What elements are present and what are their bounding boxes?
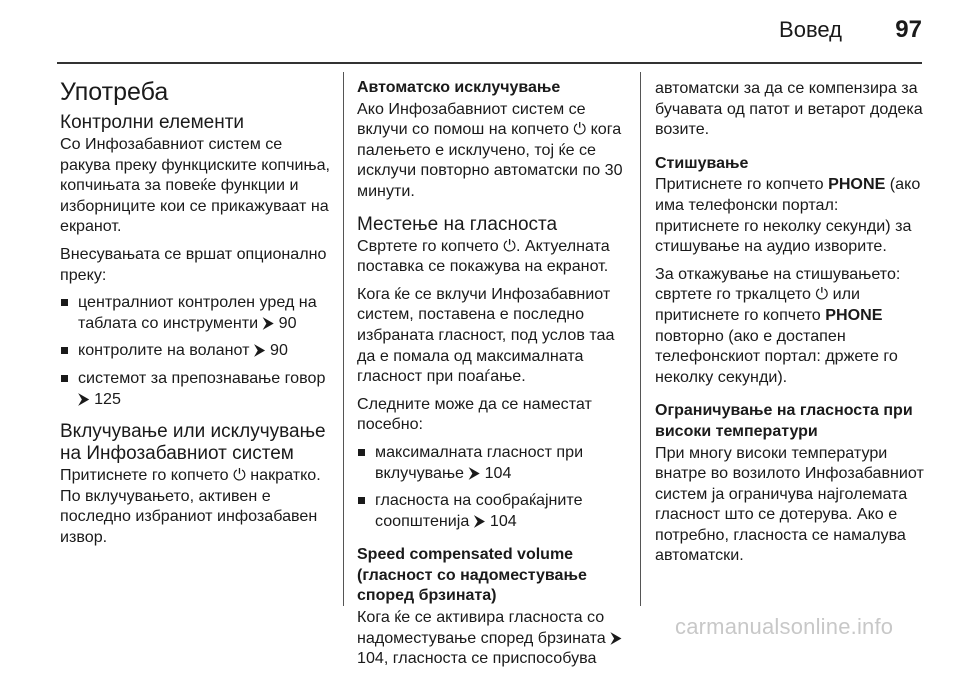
heading-mute: Стишување — [655, 154, 749, 172]
paragraph: Притиснете го копчето ⏻ накратко. По вклучувањето, активен е последно избраниот инфозабавен извор. — [60, 466, 321, 546]
phone-key: PHONE — [825, 305, 883, 324]
list-item: системот за препознавање говор ⮞ 125 — [60, 368, 332, 409]
heading-auto-off: Автоматско исклучување — [357, 79, 561, 96]
heading-power: Вклучување или исклучување на Инфозабавниот систем — [60, 421, 326, 465]
page-number: 97 — [895, 16, 922, 43]
paragraph — [655, 264, 927, 388]
paragraph: Следните може да се наместат посебно: — [357, 394, 592, 434]
section-title: Вовед — [779, 17, 842, 42]
phone-key: PHONE — [828, 175, 886, 194]
list-item: централниот контролен уред на таблата со инструменти ⮞ 90 — [60, 292, 332, 333]
paragraph: автоматски за да се компензира за бучавата од патот и ветарот додека возите. — [655, 79, 923, 139]
paragraph: При многу високи температури внатре во возилото Инфозабавниот систем ја ограничува најголемата гласност што се дотерува. Ако е потребно, гласноста се намалува автоматски. — [655, 443, 924, 565]
bullet-list — [357, 442, 629, 531]
text: повторно (ако е достапен телефонскиот портал: држете го неколку секунди). — [655, 326, 898, 386]
bullet-list — [60, 292, 332, 409]
column-divider-2 — [640, 72, 641, 606]
paragraph: Ако Инфозабавниот систем се вклучи со помош на копчето ⏻ кога палењето е исклучено, тој ќе се исклучи повторно автоматски по 30 минути. — [357, 99, 623, 200]
column-1 — [60, 78, 332, 555]
heading-volume: Местење на гласноста — [357, 213, 558, 235]
heading-controls: Контролни елементи — [60, 112, 245, 133]
column-2 — [357, 78, 629, 676]
paragraph: Свртете го копчето ⏻. Актуелната поставка се покажува на екранот. — [357, 236, 610, 276]
text: За откажување на стишувањето: свртете го тркалцето ⏻ или притиснете го копчето — [655, 264, 901, 324]
text: (ако има телефонски портал: притиснете го неколку секунди) за стишување на аудио изворите. — [655, 175, 921, 256]
chapter-title: Употреба — [60, 78, 169, 106]
header-divider — [57, 62, 922, 64]
paragraph — [655, 174, 927, 256]
page-header — [0, 0, 960, 60]
list-item: гласноста на сообраќајните соопштенија ⮞ 104 — [357, 490, 629, 531]
paragraph: Внесувањата се вршат опционално преку: — [60, 244, 327, 284]
heading-speed-volume: Speed compensated volume (гласност со надоместување според брзината) — [357, 546, 587, 605]
column-3 — [655, 78, 927, 573]
paragraph: Кога ќе се активира гласноста со надоместување според брзината ⮞ 104, гласноста се приспособува — [357, 608, 622, 668]
column-divider-1 — [343, 72, 344, 606]
watermark: carmanualsonline.info — [675, 614, 894, 639]
list-item: максималната гласност при вклучување ⮞ 104 — [357, 442, 629, 483]
paragraph: Со Инфозабавниот систем се ракува преку функциските копчиња, копчињата за повеќе функции и изборниците кои се прикажуваат на екранот. — [60, 135, 331, 236]
paragraph: Кога ќе се вклучи Инфозабавниот систем, поставена е последно избраната гласност, под услов таа да е помала од максималната гласност при поаѓање. — [357, 284, 615, 386]
text: Притиснете го копчето — [655, 175, 829, 194]
list-item: контролите на воланот ⮞ 90 — [60, 340, 332, 361]
heading-temp-limit: Ограничување на гласноста при високи температури — [655, 402, 913, 440]
